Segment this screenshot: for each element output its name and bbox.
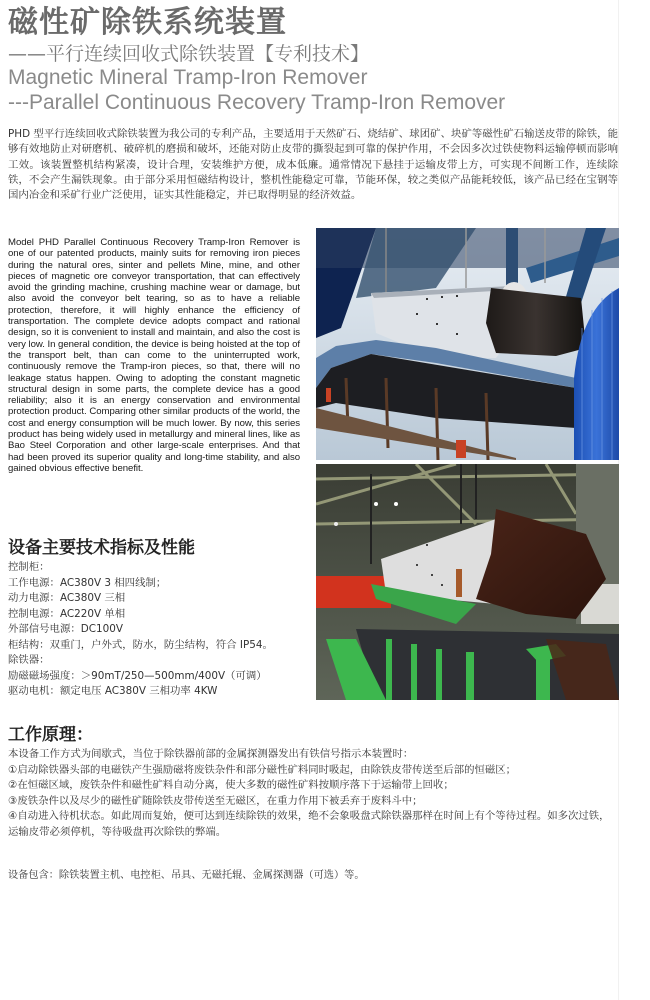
intro-english-paragraph: Model PHD Parallel Continuous Recovery Tramp-Iron Remover is one of our patented products, mainly suits for removing iron pieces during the natural ores, sinter and pellets Mine, mine, and other pieces of magnetic ore conveyor transportation, that can effectively avoid the grinding machine, crushing machine wear or damage, but also avoid the conveyor belt tearing, so as to have a reliable protection, therefore, it will highly enhance the efficiency of transportation. The complete device adopts compact and rational design, so it is convenient to install and maintain, and also the cost is very low. In general condition, the device is being hoisted at the top of the transport belt, than can come to the uninterrupted work, continuously remove the Tramp-iron pieces, so that, there will no leakage status happen. Owing to adopting the constant magnetic structural design in some parts, the complete device has a good reliability; also it is an energy conservation and environmental protection product. Comparing other similar products of the world, the cost and energy consumption will be much lower. By now, this series product has being widely used in metallurgy and mineral lines, like as Bao Steel Corporation and other large-scale enterprises. And that had been proved its superior quality and long-time stability, and also gained obvious effective benefit. — [8, 237, 300, 474]
indoor-installation-image — [316, 464, 619, 700]
principle-item: ④自动进入待机状态。如此周而复始，便可达到连续除铁的效果，绝不会象吸盘式除铁器那样在时间上有个等待过程。如多次过铁，运输皮带必须停机，等待吸盘再次除铁的弊端。 — [8, 810, 610, 838]
intro-chinese-paragraph: PHD 型平行连续回收式除铁装置为我公司的专利产品，主要适用于天然矿石、烧结矿、球团矿、块矿等磁性矿石输送皮带的除铁，能够有效地防止对研磨机、破碎机的磨损和破坏，还能对防止皮带的撕裂起到可靠的保护作用，不会因多次过铁使物料运输停顿而影响工效。该装置整机结构紧凑，设计合理，安装维护方便，成本低廉。通常情况下悬挂于运输皮带上方，可实现不间断工作，连续除铁，不会产生漏铁现象。由于部分采用恒磁结构设计，整机性能稳定可靠，节能环保，较之类似产品能耗较低，该产品已经在宝钢等国内冶金和采矿行业广泛使用，证实其性能稳定，并已取得明显的经济效益。 — [8, 128, 618, 202]
subtitle-english: Magnetic Mineral Tramp-Iron Remover — [8, 66, 368, 89]
spec-item: 驱动电机：额定电压 AC380V 三相功率 4KW — [8, 685, 218, 697]
spec-item: 控制柜： — [8, 561, 50, 573]
spec-item: 柜结构：双重门，户外式，防水，防尘结构，符合 IP54。 — [8, 638, 273, 651]
spec-item: 工作电源：AC380V 3 相四线制； — [8, 576, 167, 589]
principle-item: ①启动除铁器头部的电磁铁产生强励磁将废铁杂件和部分磁性矿料同时吸起，由除铁皮带传送至后部的恒磁区； — [8, 763, 517, 776]
equipment-includes: 设备包含：除铁装置主机、电控柜、吊具、无磁托辊、金属探测器（可选）等。 — [8, 870, 365, 881]
outdoor-installation-image — [316, 228, 619, 460]
spec-item: 外部信号电源：DC100V — [8, 623, 123, 635]
spec-item: 控制电源：AC220V 单相 — [8, 607, 126, 620]
spec-item: 动力电源：AC380V 三相 — [8, 592, 126, 604]
specs-list — [8, 560, 308, 700]
product-photo-outdoor — [316, 228, 619, 460]
principle-heading: 工作原理： — [8, 725, 93, 745]
specs-heading: 设备主要技术指标及性能 — [8, 538, 195, 558]
principle-item: ③废铁杂件以及尽少的磁性矿随除铁皮带传送至无磁区，在重力作用下被丢弃于废料斗中； — [8, 794, 423, 807]
spec-item: 励磁磁场强度：＞90mT/250—500mm/400V（可调） — [8, 669, 267, 682]
principle-list — [8, 747, 618, 841]
product-photo-indoor — [316, 464, 619, 700]
principle-item: ②在恒磁区域，废铁杂件和磁性矿料自动分离，使大多数的磁性矿料按顺序落下于运输带上回收； — [8, 779, 454, 792]
subtitle-chinese: ——平行连续回收式除铁装置【专利技术】 — [8, 43, 370, 65]
principle-item: 本设备工作方式为间歇式，当位于除铁器前部的金属探测器发出有铁信号指示本装置时： — [8, 748, 414, 760]
page-title: 磁性矿除铁系统装置 — [8, 5, 287, 40]
spec-item: 除铁器： — [8, 654, 50, 666]
subtitle-english-secondary: ---Parallel Continuous Recovery Tramp-Iron Remover — [8, 91, 506, 114]
